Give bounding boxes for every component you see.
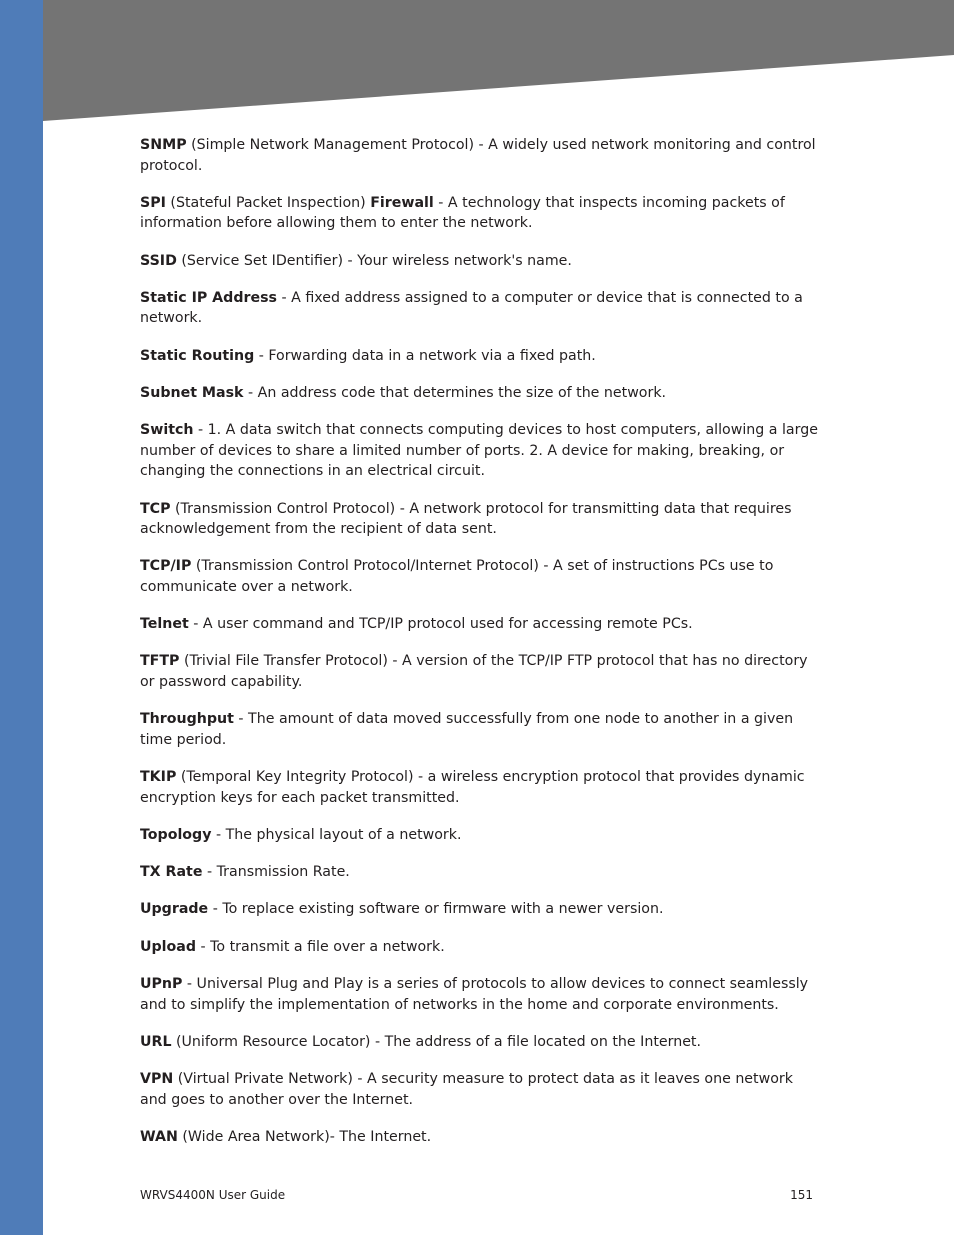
glossary-description: - 1. A data switch that connects computing devices to host computers, allowing a large number of devices to share a limited number of ports. 2. A device for making, breaking, or changing the connections in an electrical circuit. — [140, 422, 818, 480]
glossary-term: TFTP — [140, 653, 180, 670]
glossary-entry — [140, 420, 820, 482]
glossary-description: - A user command and TCP/IP protocol used for accessing remote PCs. — [188, 616, 693, 633]
glossary-term: TCP/IP — [140, 558, 192, 575]
glossary-entry — [140, 825, 820, 846]
glossary-description: (Temporal Key Integrity Protocol) - a wireless encryption protocol that provides dynamic encryption keys for each packet transmitted. — [140, 769, 805, 806]
glossary-term: Static IP Address — [140, 289, 277, 306]
footer-page-number: 151 — [790, 1188, 813, 1202]
glossary-entry — [140, 499, 820, 540]
glossary-entry — [140, 709, 820, 750]
glossary-description: - To replace existing software or firmware with a newer version. — [208, 901, 664, 918]
glossary-entry — [140, 767, 820, 808]
glossary-description: - Forwarding data in a network via a fixed path. — [254, 347, 596, 364]
glossary-description: - The physical layout of a network. — [211, 826, 462, 843]
glossary-term-secondary: Firewall — [370, 194, 434, 211]
glossary-description: (Transmission Control Protocol) - A network protocol for transmitting data that requires acknowledgement from the recipient of data sent. — [140, 500, 792, 538]
glossary-term: Telnet — [140, 616, 189, 633]
glossary-term: SNMP — [140, 137, 187, 153]
glossary-entry — [140, 899, 820, 920]
glossary-description: (Stateful Packet Inspection) — [165, 194, 371, 211]
glossary-description: - To transmit a file over a network. — [196, 938, 445, 955]
glossary-term: TCP — [140, 500, 171, 517]
glossary-entry — [140, 1069, 820, 1110]
glossary-entry — [140, 288, 820, 329]
glossary-term: Upgrade — [140, 901, 209, 918]
header-band — [43, 0, 954, 122]
sidebar-stripe — [0, 0, 43, 1235]
glossary-entry — [140, 1032, 820, 1053]
glossary-term: Switch — [140, 422, 194, 439]
glossary-description: (Trivial File Transfer Protocol) - A version of the TCP/IP FTP protocol that has no directory or password capability. — [140, 653, 808, 690]
glossary-entry — [140, 651, 820, 692]
glossary-entry — [140, 862, 820, 883]
glossary-term: WAN — [140, 1128, 178, 1145]
glossary-entries — [140, 135, 820, 1164]
glossary-entry — [140, 974, 820, 1015]
glossary-term: TKIP — [140, 769, 177, 786]
glossary-term: SPI — [140, 194, 166, 211]
glossary-term: Topology — [140, 826, 212, 843]
glossary-description: - An address code that determines the size of the network. — [243, 384, 667, 401]
glossary-term: Static Routing — [140, 347, 255, 364]
glossary-entry — [140, 193, 820, 234]
glossary-term: SSID — [140, 252, 177, 269]
glossary-description: (Service Set IDentifier) - Your wireless network's name. — [176, 252, 572, 269]
glossary-entry — [140, 251, 820, 272]
glossary-term: URL — [140, 1033, 172, 1050]
glossary-term: Subnet Mask — [140, 384, 244, 401]
glossary-entry — [140, 614, 820, 635]
glossary-term: Throughput — [140, 711, 234, 728]
glossary-entry — [140, 346, 820, 367]
glossary-description: (Uniform Resource Locator) - The address of a file located on the Internet. — [171, 1033, 701, 1050]
glossary-entry — [140, 1127, 820, 1148]
glossary-term: UPnP — [140, 976, 183, 993]
glossary-description: - Universal Plug and Play is a series of protocols to allow devices to connect seamlessly and to simplify the implementation of networks in the home and corporate environments. — [140, 976, 809, 1013]
glossary-description: (Virtual Private Network) - A security measure to protect data as it leaves one network and goes to another over the Internet. — [140, 1071, 793, 1108]
footer-guide-title: WRVS4400N User Guide — [140, 1188, 286, 1202]
glossary-description: - Transmission Rate. — [202, 864, 350, 881]
glossary-description: - The amount of data moved successfully from one node to another in a given time period. — [140, 711, 794, 748]
glossary-description: (Transmission Control Protocol/Internet Protocol) - A set of instructions PCs use to communicate over a network. — [140, 558, 774, 595]
glossary-entry — [140, 383, 820, 404]
glossary-entry — [140, 937, 820, 958]
glossary-description: (Wide Area Network)- The Internet. — [177, 1128, 432, 1145]
glossary-entry — [140, 135, 820, 176]
glossary-term: Upload — [140, 938, 197, 955]
glossary-term: VPN — [140, 1071, 174, 1088]
glossary-term: TX Rate — [140, 864, 203, 881]
glossary-description-secondary: - A technology that inspects incoming packets of information before allowing them to enter the network. — [140, 194, 785, 232]
glossary-description: (Simple Network Management Protocol) - A widely used network monitoring and control protocol. — [140, 137, 816, 174]
glossary-entry — [140, 556, 820, 597]
header-band-shape — [43, 0, 954, 122]
glossary-description: - A fixed address assigned to a computer or device that is connected to a network. — [140, 289, 803, 327]
